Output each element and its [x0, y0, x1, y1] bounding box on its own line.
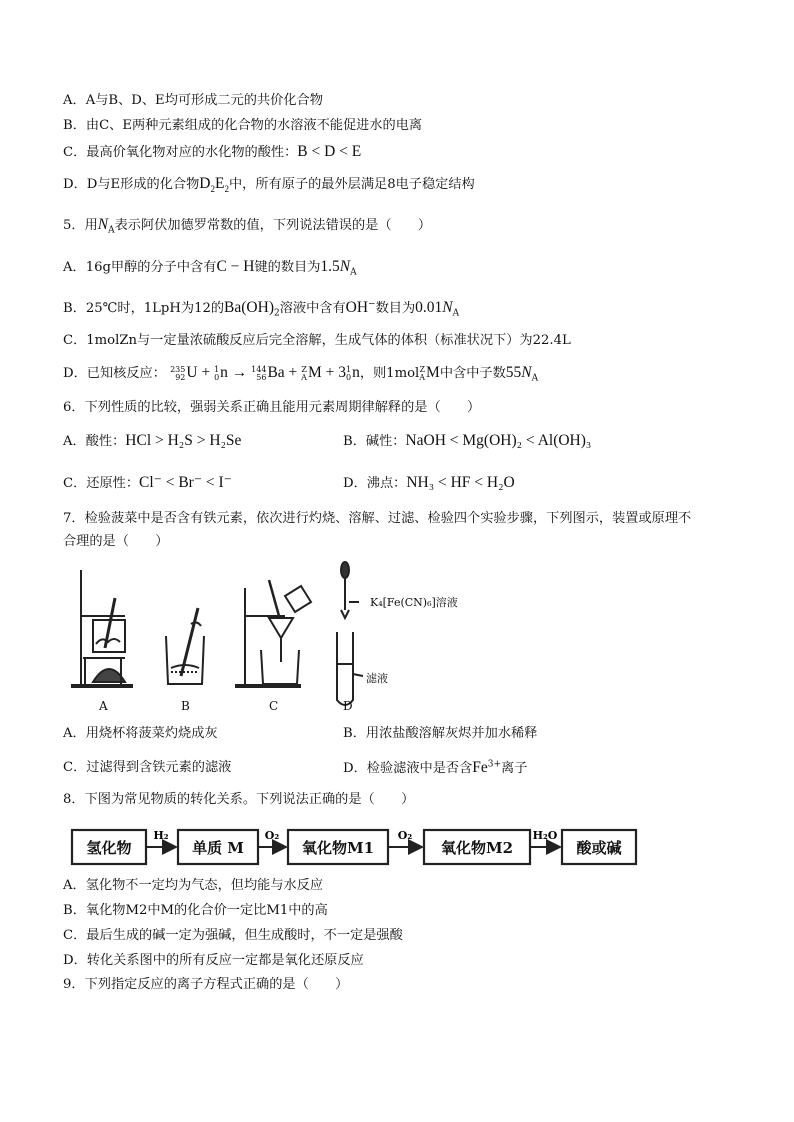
nuclide-u-index: [170, 366, 185, 382]
q6-option-b: [343, 432, 591, 451]
arrow-label-o2-1: O₂: [264, 829, 280, 842]
apparatus-a: [71, 570, 133, 686]
n1-number: 0: [214, 372, 220, 382]
ba-mass: 144: [251, 364, 267, 374]
q6-option-c: [63, 474, 232, 493]
q4-option-d-pre: D．D与E形成的化合物: [63, 177, 200, 192]
box-acid-base-label: 酸或碱: [576, 839, 622, 857]
q5-option-b-na-sub: A: [452, 308, 460, 319]
q6-option-d: [343, 474, 515, 493]
q7-option-d-post: 离子: [501, 761, 528, 776]
apparatus-c: [235, 580, 311, 686]
q5-option-a-mid: 键的数目为: [254, 260, 321, 275]
q4-formula-e: E: [214, 175, 225, 192]
q5-stem-post: 表示阿伏加德罗常数的值，下列说法错误的是（ ）: [114, 218, 432, 233]
q6-option-d-pre: D．沸点：: [343, 476, 407, 491]
figure-label-d: D: [343, 699, 353, 713]
q5-option-b-ion-charge: −: [368, 299, 376, 310]
box-oxide-m1-label: 氧化物M1: [301, 839, 375, 857]
m-mass: Z: [301, 364, 307, 374]
q7-option-d-pre: D．检验滤液中是否含: [343, 761, 473, 776]
q7-option-d: [343, 759, 527, 778]
q5-option-b-ion: OH: [345, 299, 369, 316]
ba-number: 56: [256, 372, 267, 382]
q7-option-a: A．用烧杯将菠菜灼烧成灰: [63, 726, 218, 741]
q5-option-a-na: N: [339, 258, 351, 275]
m2-mass: Z: [419, 364, 426, 374]
q7-option-d-ion-charge: 3+: [487, 759, 502, 770]
q5-option-d-pre: D．已知核反应：: [63, 366, 166, 381]
q5-option-d-post: 中含中子数: [439, 366, 506, 381]
q6-option-c-pre: C．还原性：: [63, 476, 140, 491]
arrow-label-h2: H₂: [153, 829, 169, 842]
q8-option-c: C．最后生成的碱一定为强碱，但生成酸时，不一定是强酸: [63, 928, 403, 943]
q5-option-b-compound-sub: 2: [273, 308, 280, 319]
q4-option-d-post: 中，所有原子的最外层满足8电子稳定结构: [228, 177, 475, 192]
q4-option-d-formula: [199, 175, 229, 195]
q5-stem: [63, 216, 431, 235]
q4-formula-sub-1: 2: [210, 184, 215, 195]
filtrate-label: 滤液: [366, 672, 388, 685]
q7-stem-line1: 7．检验菠菜中是否含有铁元素，依次进行灼烧、溶解、过滤、检验四个实验步骤，下列图示，装置或原理不: [63, 511, 692, 526]
q4-option-a: A．A与B、D、E均可形成二元的共价化合物: [63, 93, 323, 108]
q5-option-b-compound: Ba(OH): [224, 299, 274, 316]
q5-option-d-na-sub: A: [531, 373, 539, 384]
figure-label-b: B: [181, 699, 190, 713]
q5-option-c: C．1molZn与一定量浓硫酸反应后完全溶解，生成气体的体积（标准状况下）为22.4L: [63, 333, 571, 348]
q9-stem: 9．下列指定反应的离子方程式正确的是（ ）: [63, 977, 349, 992]
q5-option-b-mid2: 数目为: [375, 301, 416, 316]
apparatus-d: [337, 562, 363, 705]
reagent-label: K₄[Fe(CN)₆]溶液: [370, 596, 458, 609]
q4-option-c: [63, 143, 361, 162]
q5-option-b-pre: B．25℃时，1LpH为12的: [63, 301, 225, 316]
figure-label-a: A: [99, 699, 108, 713]
q5-stem-pre: 5．用: [63, 218, 98, 233]
box-hydride-label: 氢化物: [86, 839, 132, 857]
n2-mass: 1: [345, 364, 352, 374]
q5-option-d-mid: ，则1mol: [359, 366, 420, 381]
q5-option-d: D．已知核反应： 235 92 U + 1 0 n → 144 56 Ba + Z A M + 3 1 0 n，则1mol Z A M中含中子数$55N_A$: [63, 364, 539, 384]
figure-label-c: C: [269, 699, 279, 713]
q6-option-a-pre: A．酸性：: [63, 434, 126, 449]
q5-option-d-value: 55: [505, 364, 522, 381]
q5-option-b-mid: 溶液中含有: [279, 301, 346, 316]
q6-option-d-formula: NH₃ < HF < H₂O: [406, 474, 515, 491]
q7-option-d-ion: Fe: [472, 759, 488, 776]
q6-option-a-formula: HCl > H₂S > H₂Se: [125, 432, 242, 449]
q7-option-c: C．过滤得到含铁元素的滤液: [63, 760, 232, 775]
nuclide-m2-index: [419, 366, 425, 382]
q8-option-b: B．氧化物M2中M的化合价一定比M1中的高: [63, 903, 328, 918]
q8-stem: 8．下图为常见物质的转化关系。下列说法正确的是（ ）: [63, 792, 415, 807]
apparatus-b: [166, 608, 204, 684]
nuclide-n1-index: [214, 366, 219, 382]
q8-conversion-diagram: [70, 824, 642, 870]
q4-option-c-text: C．最高价氧化物对应的水化物的酸性：: [63, 145, 298, 160]
q5-option-a: [63, 258, 357, 277]
q6-stem: 6．下列性质的比较，强弱关系正确且能用元素周期律解释的是（ ）: [63, 400, 481, 415]
m2-number: A: [419, 372, 426, 382]
q5-option-a-value: 1.5: [320, 258, 340, 275]
q4-formula-d: D: [199, 175, 211, 192]
q8-option-d: D．转化关系图中的所有反应一定都是氧化还原反应: [63, 953, 364, 968]
n1-mass: 1: [214, 364, 220, 374]
q6-option-c-formula: Cl⁻ < Br⁻ < I⁻: [139, 474, 232, 491]
q4-formula-sub-2: 2: [224, 184, 229, 195]
q5-na-symbol: N: [97, 216, 109, 233]
q4-option-c-formula: B < D < E: [297, 143, 362, 160]
q5-option-d-na: N: [521, 364, 532, 381]
q4-option-b: B．由C、E两种元素组成的化合物的水溶液不能促进水的电离: [63, 118, 423, 133]
box-element-m-label: 单质 M: [192, 839, 244, 857]
q5-na-sub: A: [108, 225, 115, 236]
arrow-label-h2o: H₂O: [532, 829, 558, 842]
q5-option-a-na-sub: A: [350, 267, 357, 278]
q5-option-b-na: N: [442, 299, 453, 316]
n2-number: 0: [345, 372, 352, 382]
q4-option-d: [63, 175, 475, 194]
q7-stem-line2: 合理的是（ ）: [63, 534, 169, 549]
q6-option-a: [63, 432, 241, 451]
q8-option-a: A．氢化物不一定均为气态，但均能与水反应: [63, 878, 324, 893]
nuclide-n2-index: [346, 366, 351, 382]
q6-option-b-formula: NaOH < Mg(OH)₂ < Al(OH)₃: [405, 432, 592, 449]
arrow-label-o2-2: O₂: [397, 829, 413, 842]
q5-option-a-bond: C − H: [216, 258, 255, 275]
nuclide-ba-index: [251, 366, 266, 382]
nuclide-m-index: [301, 366, 307, 382]
box-oxide-m2-label: 氧化物M2: [440, 839, 514, 857]
u-number: 92: [175, 372, 186, 382]
q5-option-b-value: 0.01: [415, 299, 443, 316]
q5-option-b: [63, 299, 459, 318]
u-mass: 235: [170, 364, 186, 374]
q6-option-b-pre: B．碱性：: [343, 434, 406, 449]
q7-apparatus-figure: [63, 558, 463, 718]
q7-option-b: B．用浓盐酸溶解灰烬并加水稀释: [343, 726, 538, 741]
q5-option-a-pre: A．16g甲醇的分子中含有: [63, 260, 217, 275]
m-number: A: [301, 372, 307, 382]
